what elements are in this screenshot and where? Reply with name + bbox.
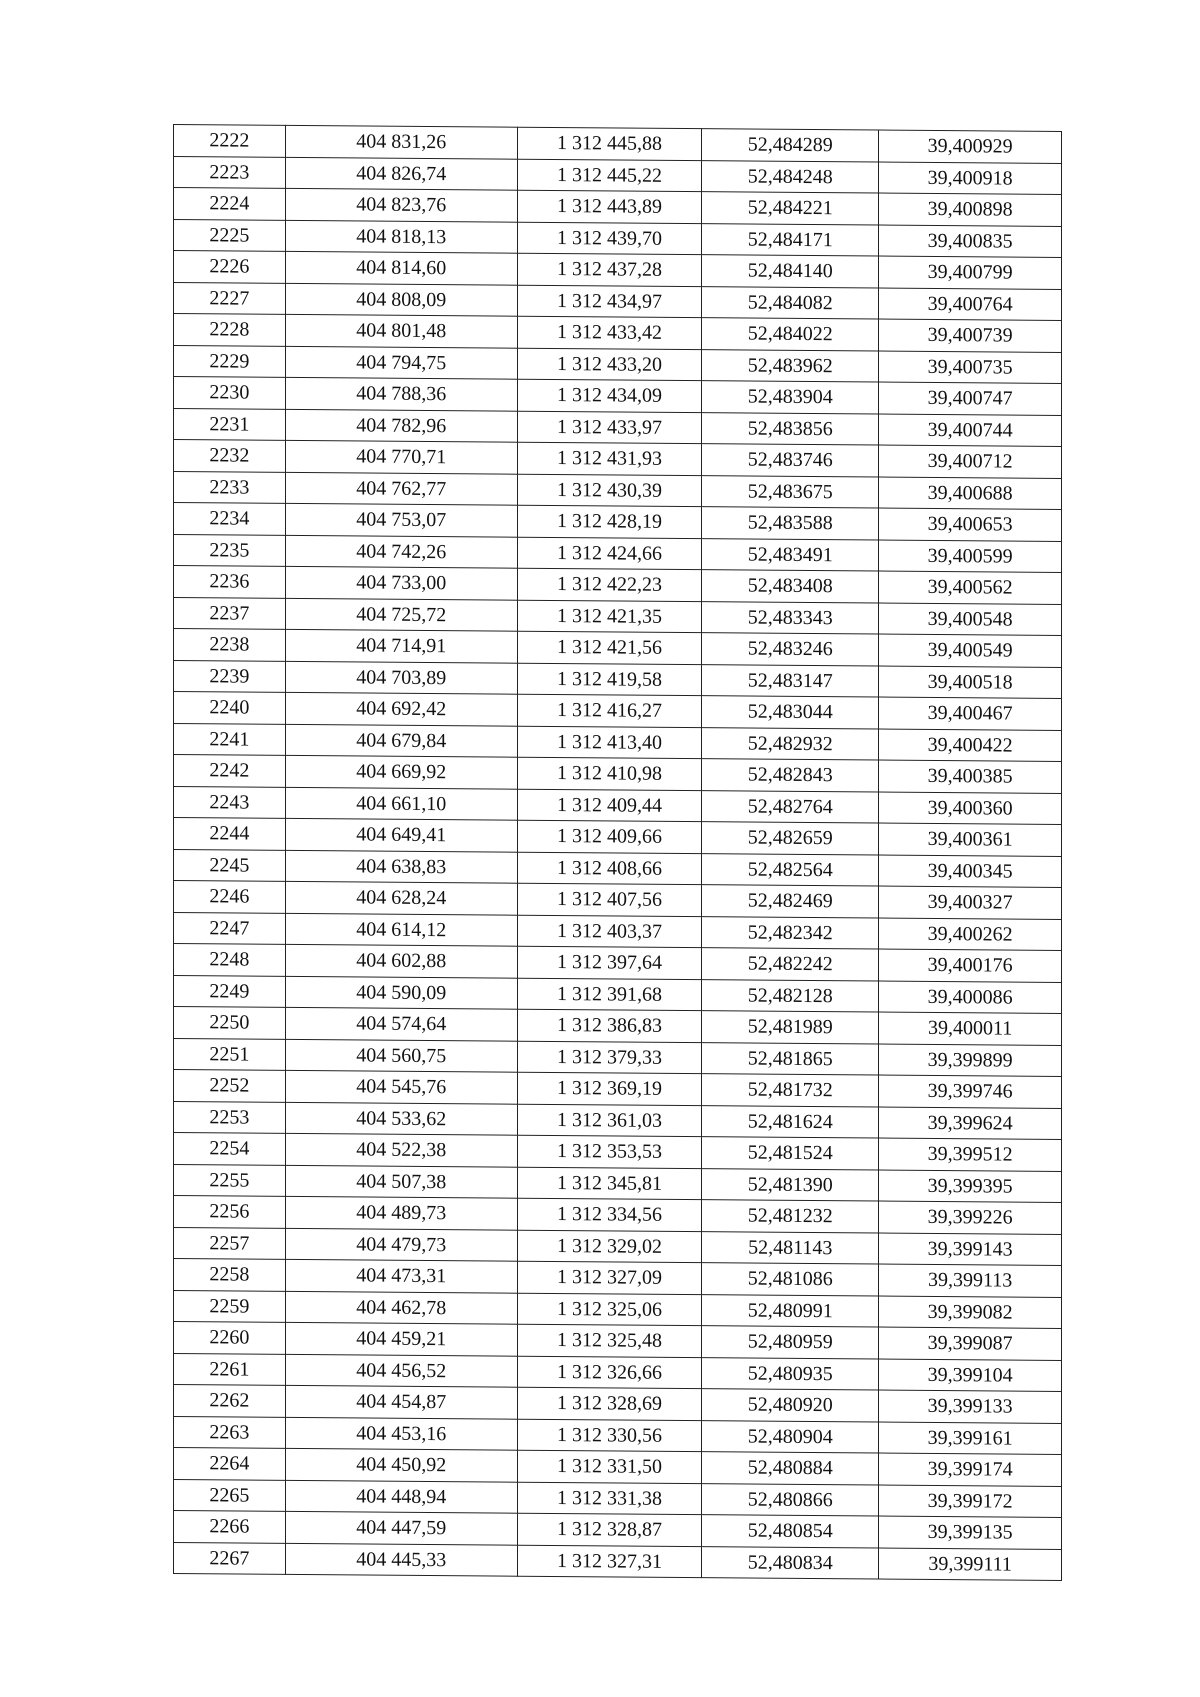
- latitude-cell: 52,482242: [702, 948, 879, 981]
- y-coordinate-cell: 1 312 409,44: [517, 789, 702, 822]
- latitude-cell: 52,482843: [702, 759, 879, 792]
- point-number-cell: 2251: [174, 1038, 286, 1070]
- y-coordinate-cell: 1 312 434,97: [517, 285, 702, 318]
- x-coordinate-cell: 404 649,41: [285, 818, 517, 851]
- point-number-cell: 2256: [174, 1196, 286, 1228]
- x-coordinate-cell: 404 661,10: [285, 787, 517, 820]
- latitude-cell: 52,483588: [702, 507, 879, 540]
- table-row: [174, 1542, 1062, 1580]
- point-number-cell: 2250: [174, 1007, 286, 1039]
- latitude-cell: 52,483746: [702, 444, 879, 477]
- latitude-cell: 52,484140: [702, 255, 879, 288]
- longitude-cell: 39,400739: [879, 319, 1062, 352]
- latitude-cell: 52,481086: [702, 1263, 879, 1296]
- y-coordinate-cell: 1 312 391,68: [517, 978, 702, 1011]
- longitude-cell: 39,399174: [879, 1453, 1062, 1486]
- x-coordinate-cell: 404 733,00: [285, 566, 517, 599]
- y-coordinate-cell: 1 312 328,69: [517, 1387, 702, 1420]
- longitude-cell: 39,399104: [879, 1359, 1062, 1392]
- y-coordinate-cell: 1 312 331,38: [517, 1482, 702, 1515]
- longitude-cell: 39,399172: [879, 1485, 1062, 1518]
- y-coordinate-cell: 1 312 433,97: [517, 411, 702, 444]
- longitude-cell: 39,400712: [879, 445, 1062, 478]
- longitude-cell: 39,400918: [879, 162, 1062, 195]
- y-coordinate-cell: 1 312 407,56: [517, 883, 702, 916]
- x-coordinate-cell: 404 574,64: [285, 1007, 517, 1040]
- y-coordinate-cell: 1 312 433,20: [517, 348, 702, 381]
- latitude-cell: 52,483962: [702, 349, 879, 382]
- x-coordinate-cell: 404 448,94: [285, 1480, 517, 1513]
- latitude-cell: 52,482764: [702, 790, 879, 823]
- y-coordinate-cell: 1 312 329,02: [517, 1230, 702, 1263]
- y-coordinate-cell: 1 312 428,19: [517, 505, 702, 538]
- longitude-cell: 39,399135: [879, 1516, 1062, 1549]
- latitude-cell: 52,484082: [702, 286, 879, 319]
- latitude-cell: 52,483044: [702, 696, 879, 729]
- y-coordinate-cell: 1 312 433,42: [517, 316, 702, 349]
- latitude-cell: 52,483343: [702, 601, 879, 634]
- x-coordinate-cell: 404 479,73: [285, 1228, 517, 1261]
- point-number-cell: 2228: [174, 314, 286, 346]
- point-number-cell: 2266: [174, 1511, 286, 1543]
- point-number-cell: 2234: [174, 503, 286, 535]
- latitude-cell: 52,484289: [702, 129, 879, 162]
- x-coordinate-cell: 404 454,87: [285, 1385, 517, 1418]
- longitude-cell: 39,399087: [879, 1327, 1062, 1360]
- longitude-cell: 39,400086: [879, 981, 1062, 1014]
- y-coordinate-cell: 1 312 431,93: [517, 442, 702, 475]
- point-number-cell: 2242: [174, 755, 286, 787]
- latitude-cell: 52,480991: [702, 1294, 879, 1327]
- x-coordinate-cell: 404 614,12: [285, 913, 517, 946]
- point-number-cell: 2223: [174, 156, 286, 188]
- longitude-cell: 39,399111: [879, 1548, 1062, 1581]
- latitude-cell: 52,483904: [702, 381, 879, 414]
- latitude-cell: 52,481989: [702, 1011, 879, 1044]
- point-number-cell: 2229: [174, 345, 286, 377]
- point-number-cell: 2239: [174, 660, 286, 692]
- point-number-cell: 2261: [174, 1353, 286, 1385]
- longitude-cell: 39,400562: [879, 571, 1062, 604]
- latitude-cell: 52,480904: [702, 1420, 879, 1453]
- latitude-cell: 52,483491: [702, 538, 879, 571]
- longitude-cell: 39,400764: [879, 288, 1062, 321]
- point-number-cell: 2267: [174, 1542, 286, 1574]
- x-coordinate-cell: 404 638,83: [285, 850, 517, 883]
- latitude-cell: 52,481390: [702, 1168, 879, 1201]
- y-coordinate-cell: 1 312 419,58: [517, 663, 702, 696]
- latitude-cell: 52,481624: [702, 1105, 879, 1138]
- point-number-cell: 2245: [174, 849, 286, 881]
- x-coordinate-cell: 404 801,48: [285, 314, 517, 347]
- latitude-cell: 52,481732: [702, 1074, 879, 1107]
- x-coordinate-cell: 404 507,38: [285, 1165, 517, 1198]
- y-coordinate-cell: 1 312 325,48: [517, 1324, 702, 1357]
- longitude-cell: 39,399899: [879, 1044, 1062, 1077]
- y-coordinate-cell: 1 312 430,39: [517, 474, 702, 507]
- y-coordinate-cell: 1 312 334,56: [517, 1198, 702, 1231]
- point-number-cell: 2254: [174, 1133, 286, 1165]
- y-coordinate-cell: 1 312 434,09: [517, 379, 702, 412]
- y-coordinate-cell: 1 312 327,31: [517, 1545, 702, 1578]
- x-coordinate-cell: 404 742,26: [285, 535, 517, 568]
- x-coordinate-cell: 404 669,92: [285, 755, 517, 788]
- latitude-cell: 52,480920: [702, 1389, 879, 1422]
- longitude-cell: 39,400011: [879, 1012, 1062, 1045]
- y-coordinate-cell: 1 312 369,19: [517, 1072, 702, 1105]
- y-coordinate-cell: 1 312 397,64: [517, 946, 702, 979]
- x-coordinate-cell: 404 447,59: [285, 1511, 517, 1544]
- y-coordinate-cell: 1 312 437,28: [517, 253, 702, 286]
- longitude-cell: 39,400422: [879, 729, 1062, 762]
- x-coordinate-cell: 404 628,24: [285, 881, 517, 914]
- x-coordinate-cell: 404 826,74: [285, 157, 517, 190]
- longitude-cell: 39,400799: [879, 256, 1062, 289]
- y-coordinate-cell: 1 312 345,81: [517, 1167, 702, 1200]
- x-coordinate-cell: 404 602,88: [285, 944, 517, 977]
- y-coordinate-cell: 1 312 445,88: [517, 127, 702, 160]
- y-coordinate-cell: 1 312 445,22: [517, 159, 702, 192]
- x-coordinate-cell: 404 445,33: [285, 1543, 517, 1576]
- latitude-cell: 52,480866: [702, 1483, 879, 1516]
- point-number-cell: 2237: [174, 597, 286, 629]
- point-number-cell: 2225: [174, 219, 286, 251]
- point-number-cell: 2244: [174, 818, 286, 850]
- y-coordinate-cell: 1 312 410,98: [517, 757, 702, 790]
- point-number-cell: 2230: [174, 377, 286, 409]
- longitude-cell: 39,400688: [879, 477, 1062, 510]
- point-number-cell: 2224: [174, 188, 286, 220]
- point-number-cell: 2231: [174, 408, 286, 440]
- latitude-cell: 52,481143: [702, 1231, 879, 1264]
- point-number-cell: 2252: [174, 1070, 286, 1102]
- longitude-cell: 39,400549: [879, 634, 1062, 667]
- x-coordinate-cell: 404 725,72: [285, 598, 517, 631]
- coordinates-table: [173, 124, 1062, 1581]
- x-coordinate-cell: 404 462,78: [285, 1291, 517, 1324]
- x-coordinate-cell: 404 794,75: [285, 346, 517, 379]
- x-coordinate-cell: 404 450,92: [285, 1448, 517, 1481]
- longitude-cell: 39,400385: [879, 760, 1062, 793]
- y-coordinate-cell: 1 312 421,35: [517, 600, 702, 633]
- point-number-cell: 2260: [174, 1322, 286, 1354]
- point-number-cell: 2253: [174, 1101, 286, 1133]
- y-coordinate-cell: 1 312 408,66: [517, 852, 702, 885]
- x-coordinate-cell: 404 770,71: [285, 440, 517, 473]
- longitude-cell: 39,399143: [879, 1233, 1062, 1266]
- latitude-cell: 52,484221: [702, 192, 879, 225]
- point-number-cell: 2263: [174, 1416, 286, 1448]
- latitude-cell: 52,482128: [702, 979, 879, 1012]
- y-coordinate-cell: 1 312 353,53: [517, 1135, 702, 1168]
- point-number-cell: 2238: [174, 629, 286, 661]
- y-coordinate-cell: 1 312 416,27: [517, 694, 702, 727]
- x-coordinate-cell: 404 692,42: [285, 692, 517, 725]
- latitude-cell: 52,482342: [702, 916, 879, 949]
- longitude-cell: 39,399226: [879, 1201, 1062, 1234]
- latitude-cell: 52,480935: [702, 1357, 879, 1390]
- y-coordinate-cell: 1 312 422,23: [517, 568, 702, 601]
- x-coordinate-cell: 404 522,38: [285, 1133, 517, 1166]
- x-coordinate-cell: 404 823,76: [285, 188, 517, 221]
- latitude-cell: 52,481232: [702, 1200, 879, 1233]
- latitude-cell: 52,480959: [702, 1326, 879, 1359]
- x-coordinate-cell: 404 679,84: [285, 724, 517, 757]
- longitude-cell: 39,400361: [879, 823, 1062, 856]
- latitude-cell: 52,480834: [702, 1546, 879, 1579]
- y-coordinate-cell: 1 312 421,56: [517, 631, 702, 664]
- y-coordinate-cell: 1 312 443,89: [517, 190, 702, 223]
- y-coordinate-cell: 1 312 328,87: [517, 1513, 702, 1546]
- point-number-cell: 2227: [174, 282, 286, 314]
- y-coordinate-cell: 1 312 439,70: [517, 222, 702, 255]
- longitude-cell: 39,400835: [879, 225, 1062, 258]
- longitude-cell: 39,400262: [879, 918, 1062, 951]
- point-number-cell: 2233: [174, 471, 286, 503]
- longitude-cell: 39,400518: [879, 666, 1062, 699]
- longitude-cell: 39,400176: [879, 949, 1062, 982]
- longitude-cell: 39,400360: [879, 792, 1062, 825]
- longitude-cell: 39,400345: [879, 855, 1062, 888]
- x-coordinate-cell: 404 590,09: [285, 976, 517, 1009]
- longitude-cell: 39,399082: [879, 1296, 1062, 1329]
- longitude-cell: 39,399161: [879, 1422, 1062, 1455]
- point-number-cell: 2235: [174, 534, 286, 566]
- latitude-cell: 52,480854: [702, 1515, 879, 1548]
- point-number-cell: 2249: [174, 975, 286, 1007]
- y-coordinate-cell: 1 312 409,66: [517, 820, 702, 853]
- latitude-cell: 52,484171: [702, 223, 879, 256]
- point-number-cell: 2255: [174, 1164, 286, 1196]
- point-number-cell: 2248: [174, 944, 286, 976]
- x-coordinate-cell: 404 489,73: [285, 1196, 517, 1229]
- latitude-cell: 52,482469: [702, 885, 879, 918]
- x-coordinate-cell: 404 714,91: [285, 629, 517, 662]
- point-number-cell: 2222: [174, 125, 286, 157]
- x-coordinate-cell: 404 831,26: [285, 125, 517, 158]
- latitude-cell: 52,481865: [702, 1042, 879, 1075]
- latitude-cell: 52,483675: [702, 475, 879, 508]
- x-coordinate-cell: 404 560,75: [285, 1039, 517, 1072]
- x-coordinate-cell: 404 533,62: [285, 1102, 517, 1135]
- latitude-cell: 52,482932: [702, 727, 879, 760]
- y-coordinate-cell: 1 312 326,66: [517, 1356, 702, 1389]
- y-coordinate-cell: 1 312 386,83: [517, 1009, 702, 1042]
- latitude-cell: 52,483246: [702, 633, 879, 666]
- point-number-cell: 2257: [174, 1227, 286, 1259]
- latitude-cell: 52,480884: [702, 1452, 879, 1485]
- longitude-cell: 39,400929: [879, 130, 1062, 163]
- longitude-cell: 39,399133: [879, 1390, 1062, 1423]
- point-number-cell: 2258: [174, 1259, 286, 1291]
- longitude-cell: 39,399746: [879, 1075, 1062, 1108]
- point-number-cell: 2226: [174, 251, 286, 283]
- x-coordinate-cell: 404 808,09: [285, 283, 517, 316]
- x-coordinate-cell: 404 814,60: [285, 251, 517, 284]
- longitude-cell: 39,399395: [879, 1170, 1062, 1203]
- y-coordinate-cell: 1 312 361,03: [517, 1104, 702, 1137]
- coordinates-table-body: [174, 125, 1062, 1581]
- longitude-cell: 39,400599: [879, 540, 1062, 573]
- latitude-cell: 52,483408: [702, 570, 879, 603]
- x-coordinate-cell: 404 545,76: [285, 1070, 517, 1103]
- point-number-cell: 2264: [174, 1448, 286, 1480]
- latitude-cell: 52,482659: [702, 822, 879, 855]
- x-coordinate-cell: 404 703,89: [285, 661, 517, 694]
- x-coordinate-cell: 404 456,52: [285, 1354, 517, 1387]
- point-number-cell: 2241: [174, 723, 286, 755]
- point-number-cell: 2236: [174, 566, 286, 598]
- latitude-cell: 52,482564: [702, 853, 879, 886]
- point-number-cell: 2232: [174, 440, 286, 472]
- y-coordinate-cell: 1 312 331,50: [517, 1450, 702, 1483]
- x-coordinate-cell: 404 782,96: [285, 409, 517, 442]
- point-number-cell: 2240: [174, 692, 286, 724]
- y-coordinate-cell: 1 312 424,66: [517, 537, 702, 570]
- x-coordinate-cell: 404 453,16: [285, 1417, 517, 1450]
- y-coordinate-cell: 1 312 403,37: [517, 915, 702, 948]
- y-coordinate-cell: 1 312 325,06: [517, 1293, 702, 1326]
- longitude-cell: 39,400467: [879, 697, 1062, 730]
- longitude-cell: 39,400327: [879, 886, 1062, 919]
- longitude-cell: 39,399113: [879, 1264, 1062, 1297]
- longitude-cell: 39,399512: [879, 1138, 1062, 1171]
- longitude-cell: 39,400744: [879, 414, 1062, 447]
- x-coordinate-cell: 404 753,07: [285, 503, 517, 536]
- longitude-cell: 39,400653: [879, 508, 1062, 541]
- latitude-cell: 52,483147: [702, 664, 879, 697]
- x-coordinate-cell: 404 762,77: [285, 472, 517, 505]
- y-coordinate-cell: 1 312 327,09: [517, 1261, 702, 1294]
- x-coordinate-cell: 404 818,13: [285, 220, 517, 253]
- latitude-cell: 52,483856: [702, 412, 879, 445]
- point-number-cell: 2262: [174, 1385, 286, 1417]
- point-number-cell: 2259: [174, 1290, 286, 1322]
- longitude-cell: 39,400548: [879, 603, 1062, 636]
- y-coordinate-cell: 1 312 413,40: [517, 726, 702, 759]
- x-coordinate-cell: 404 473,31: [285, 1259, 517, 1292]
- point-number-cell: 2243: [174, 786, 286, 818]
- x-coordinate-cell: 404 788,36: [285, 377, 517, 410]
- point-number-cell: 2246: [174, 881, 286, 913]
- y-coordinate-cell: 1 312 379,33: [517, 1041, 702, 1074]
- point-number-cell: 2265: [174, 1479, 286, 1511]
- y-coordinate-cell: 1 312 330,56: [517, 1419, 702, 1452]
- x-coordinate-cell: 404 459,21: [285, 1322, 517, 1355]
- longitude-cell: 39,400747: [879, 382, 1062, 415]
- longitude-cell: 39,399624: [879, 1107, 1062, 1140]
- latitude-cell: 52,484022: [702, 318, 879, 351]
- latitude-cell: 52,484248: [702, 160, 879, 193]
- point-number-cell: 2247: [174, 912, 286, 944]
- longitude-cell: 39,400898: [879, 193, 1062, 226]
- latitude-cell: 52,481524: [702, 1137, 879, 1170]
- longitude-cell: 39,400735: [879, 351, 1062, 384]
